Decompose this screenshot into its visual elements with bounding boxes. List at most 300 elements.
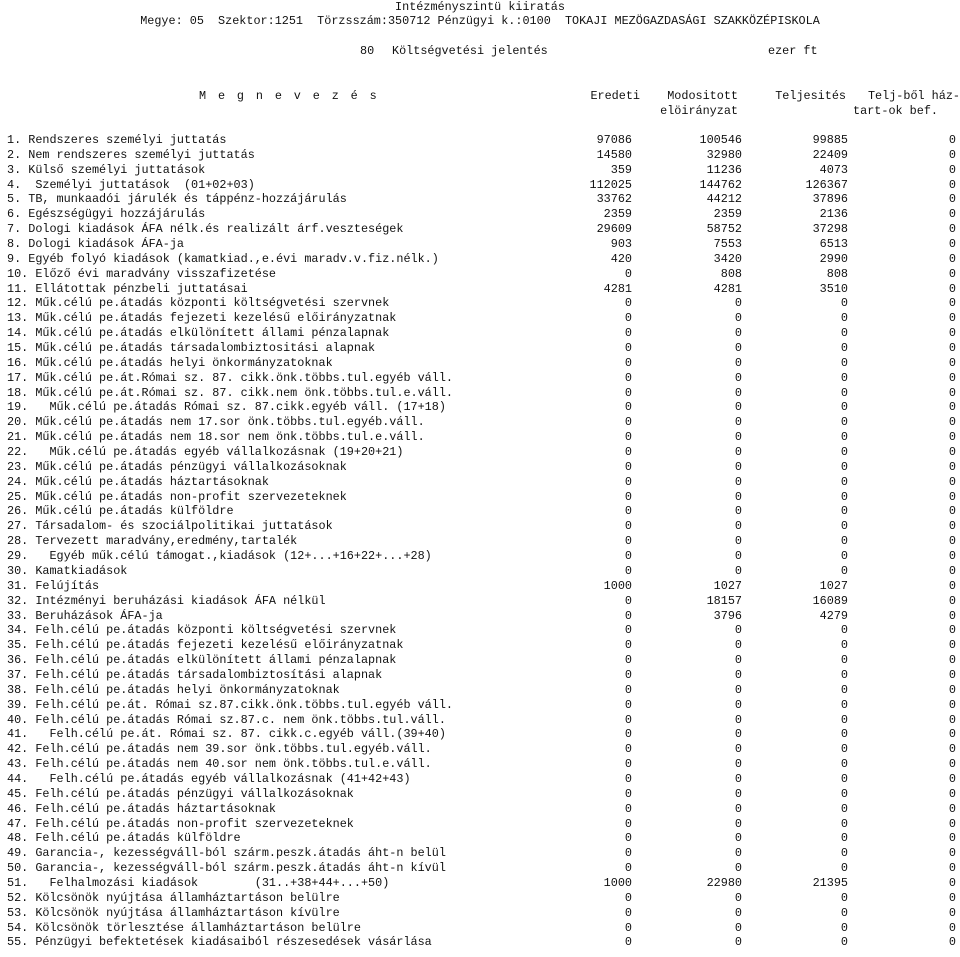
household-value: 0 — [948, 147, 956, 162]
fulfilled-value: 0 — [840, 459, 848, 474]
table-row — [0, 237, 960, 252]
column-header-household-2: tart-ok bef. — [853, 104, 938, 118]
fulfilled-value: 0 — [840, 311, 848, 326]
modified-value: 4281 — [713, 281, 742, 296]
fulfilled-value: 4073 — [819, 162, 848, 177]
table-row — [0, 356, 960, 371]
household-value: 0 — [948, 757, 956, 772]
fulfilled-value: 0 — [840, 415, 848, 430]
original-value: 29609 — [596, 222, 632, 237]
modified-value: 0 — [734, 415, 742, 430]
table-row — [0, 846, 960, 861]
household-value: 0 — [948, 846, 956, 861]
household-value: 0 — [948, 861, 956, 876]
table-row — [0, 683, 960, 698]
original-value: 0 — [624, 935, 632, 950]
household-value: 0 — [948, 519, 956, 534]
modified-value: 0 — [734, 712, 742, 727]
row-label: 8. Dologi kiadások ÁFA-ja — [7, 237, 184, 252]
original-value: 0 — [624, 771, 632, 786]
page-title: Intézményszintü kiiratás — [395, 0, 565, 14]
fulfilled-value: 37298 — [812, 222, 848, 237]
row-label: 51. Felhalmozási kiadások (31..+38+44+...+50) — [7, 875, 390, 890]
row-label: 54. Kölcsönök törlesztése államháztartáson belülre — [7, 920, 361, 935]
row-label: 20. Műk.célú pe.átadás nem 17.sor önk.többs.tul.egyéb.váll. — [7, 415, 425, 430]
table-row — [0, 757, 960, 772]
modified-value: 0 — [734, 370, 742, 385]
modified-value: 11236 — [706, 162, 742, 177]
fulfilled-value: 2990 — [819, 251, 848, 266]
row-label: 40. Felh.célú pe.átadás Római sz.87.c. nem önk.többs.tul.váll. — [7, 712, 446, 727]
row-label: 45. Felh.célú pe.átadás pénzügyi vállalkozásoknak — [7, 786, 354, 801]
fulfilled-value: 0 — [840, 563, 848, 578]
household-value: 0 — [948, 742, 956, 757]
household-value: 0 — [948, 786, 956, 801]
original-value: 0 — [624, 504, 632, 519]
row-label: 48. Felh.célú pe.átadás külföldre — [7, 831, 241, 846]
household-value: 0 — [948, 177, 956, 192]
fulfilled-value: 0 — [840, 370, 848, 385]
household-value: 0 — [948, 935, 956, 950]
household-value: 0 — [948, 890, 956, 905]
original-value: 33762 — [596, 192, 632, 207]
row-label: 50. Garancia-, kezességváll-ból szárm.peszk.átadás áht-n kívül — [7, 861, 446, 876]
fulfilled-value: 0 — [840, 697, 848, 712]
household-value: 0 — [948, 430, 956, 445]
modified-value: 3796 — [713, 608, 742, 623]
original-value: 0 — [624, 385, 632, 400]
modified-value: 0 — [734, 534, 742, 549]
modified-value: 0 — [734, 459, 742, 474]
row-label: 5. TB, munkaadói járulék és táppénz-hozzájárulás — [7, 192, 347, 207]
column-header-name: M e g n e v e z é s — [199, 89, 380, 103]
table-row — [0, 668, 960, 683]
table-row — [0, 742, 960, 757]
household-value: 0 — [948, 489, 956, 504]
fulfilled-value: 0 — [840, 355, 848, 370]
table-row — [0, 713, 960, 728]
fulfilled-value: 0 — [840, 519, 848, 534]
modified-value: 1027 — [713, 578, 742, 593]
table-row — [0, 564, 960, 579]
column-header-household: Telj-ből ház- — [867, 89, 960, 103]
modified-value: 0 — [734, 430, 742, 445]
modified-value: 0 — [734, 846, 742, 861]
row-label: 15. Műk.célú pe.átadás társadalombiztositási alapnak — [7, 341, 376, 356]
household-value: 0 — [948, 875, 956, 890]
modified-value: 0 — [734, 445, 742, 460]
original-value: 0 — [624, 355, 632, 370]
row-label: 26. Műk.célú pe.átadás külföldre — [7, 504, 234, 519]
original-value: 0 — [624, 905, 632, 920]
fulfilled-value: 126367 — [805, 177, 848, 192]
fulfilled-value: 4279 — [819, 608, 848, 623]
table-row — [0, 252, 960, 267]
original-value: 0 — [624, 831, 632, 846]
fulfilled-value: 0 — [840, 786, 848, 801]
table-row — [0, 326, 960, 341]
household-value: 0 — [948, 623, 956, 638]
original-value: 0 — [624, 415, 632, 430]
modified-value: 0 — [734, 920, 742, 935]
modified-value: 7553 — [713, 237, 742, 252]
fulfilled-value: 16089 — [812, 593, 848, 608]
row-label: 29. Egyéb műk.célú támogat.,kiadások (12+...+16+22+...+28) — [7, 549, 432, 564]
original-value: 14580 — [596, 147, 632, 162]
row-label: 38. Felh.célú pe.átadás helyi önkormányzatoknak — [7, 682, 340, 697]
table-row — [0, 534, 960, 549]
original-value: 0 — [624, 489, 632, 504]
household-value: 0 — [948, 311, 956, 326]
modified-value: 32980 — [706, 147, 742, 162]
original-value: 0 — [624, 861, 632, 876]
modified-value: 0 — [734, 311, 742, 326]
report-number: 80 — [360, 44, 375, 58]
row-label: 42. Felh.célú pe.átadás nem 39.sor önk.többs.tul.egyéb.váll. — [7, 742, 432, 757]
original-value: 0 — [624, 296, 632, 311]
table-row — [0, 802, 960, 817]
modified-value: 0 — [734, 771, 742, 786]
household-value: 0 — [948, 370, 956, 385]
fulfilled-value: 0 — [840, 905, 848, 920]
table-row — [0, 341, 960, 356]
household-value: 0 — [948, 771, 956, 786]
modified-value: 0 — [734, 727, 742, 742]
household-value: 0 — [948, 251, 956, 266]
modified-value: 144762 — [699, 177, 742, 192]
row-label: 35. Felh.célú pe.átadás fejezeti kezelésű előirányzatnak — [7, 638, 404, 653]
fulfilled-value: 0 — [840, 757, 848, 772]
household-value: 0 — [948, 400, 956, 415]
fulfilled-value: 99885 — [812, 133, 848, 147]
modified-value: 0 — [734, 355, 742, 370]
modified-value: 0 — [734, 757, 742, 772]
original-value: 0 — [624, 563, 632, 578]
table-row — [0, 192, 960, 207]
table-row — [0, 267, 960, 282]
original-value: 0 — [624, 712, 632, 727]
household-value: 0 — [948, 385, 956, 400]
original-value: 0 — [624, 459, 632, 474]
household-value: 0 — [948, 682, 956, 697]
household-value: 0 — [948, 905, 956, 920]
table-row — [0, 876, 960, 891]
modified-value: 0 — [734, 400, 742, 415]
fulfilled-value: 6513 — [819, 237, 848, 252]
original-value: 0 — [624, 786, 632, 801]
table-row — [0, 400, 960, 415]
table-row — [0, 727, 960, 742]
institution-header: Megye: 05 Szektor:1251 Törzsszám:350712 Pénzügyi k.:0100 TOKAJI MEZÖGAZDASÁGI SZAKKÖZÉPISKOLA — [140, 14, 820, 28]
household-value: 0 — [948, 133, 956, 147]
original-value: 0 — [624, 846, 632, 861]
row-label: 52. Kölcsönök nyújtása államháztartáson belülre — [7, 890, 340, 905]
original-value: 0 — [624, 445, 632, 460]
modified-value: 0 — [734, 801, 742, 816]
original-value: 0 — [624, 341, 632, 356]
table-row — [0, 296, 960, 311]
row-label: 37. Felh.célú pe.átadás társadalombiztosítási alapnak — [7, 667, 383, 682]
fulfilled-value: 0 — [840, 831, 848, 846]
original-value: 1000 — [603, 875, 632, 890]
row-label: 43. Felh.célú pe.átadás nem 40.sor nem önk.többs.tul.e.váll. — [7, 757, 432, 772]
fulfilled-value: 2136 — [819, 207, 848, 222]
column-header-fulfilled: Teljesités — [775, 89, 846, 103]
table-row — [0, 653, 960, 668]
fulfilled-value: 0 — [840, 400, 848, 415]
household-value: 0 — [948, 237, 956, 252]
household-value: 0 — [948, 445, 956, 460]
row-label: 47. Felh.célú pe.átadás non-profit szervezeteknek — [7, 816, 354, 831]
fulfilled-value: 1027 — [819, 578, 848, 593]
original-value: 359 — [610, 162, 632, 177]
modified-value: 0 — [734, 326, 742, 341]
report-name: Költségvetési jelentés — [392, 44, 548, 58]
modified-value: 0 — [734, 905, 742, 920]
row-label: 32. Intézményi beruházási kiadások ÁFA nélkül — [7, 593, 326, 608]
original-value: 0 — [624, 534, 632, 549]
fulfilled-value: 808 — [826, 266, 848, 281]
modified-value: 0 — [734, 816, 742, 831]
household-value: 0 — [948, 415, 956, 430]
fulfilled-value: 0 — [840, 801, 848, 816]
modified-value: 0 — [734, 549, 742, 564]
fulfilled-value: 0 — [840, 385, 848, 400]
original-value: 4281 — [603, 281, 632, 296]
fulfilled-value: 0 — [840, 712, 848, 727]
modified-value: 0 — [734, 623, 742, 638]
column-header-modified-2: elöirányzat — [660, 104, 738, 118]
modified-value: 0 — [734, 697, 742, 712]
modified-value: 0 — [734, 504, 742, 519]
fulfilled-value: 22409 — [812, 147, 848, 162]
table-row — [0, 906, 960, 921]
fulfilled-value: 0 — [840, 771, 848, 786]
table-row — [0, 207, 960, 222]
household-value: 0 — [948, 563, 956, 578]
table-row — [0, 445, 960, 460]
original-value: 1000 — [603, 578, 632, 593]
table-row — [0, 519, 960, 534]
fulfilled-value: 37896 — [812, 192, 848, 207]
modified-value: 22980 — [706, 875, 742, 890]
row-label: 16. Műk.célú pe.átadás helyi önkormányzatoknak — [7, 355, 333, 370]
original-value: 0 — [624, 519, 632, 534]
original-value: 0 — [624, 608, 632, 623]
row-label: 12. Műk.célú pe.átadás központi költségvetési szervnek — [7, 296, 390, 311]
modified-value: 0 — [734, 667, 742, 682]
household-value: 0 — [948, 920, 956, 935]
table-row — [0, 133, 960, 148]
modified-value: 3420 — [713, 251, 742, 266]
table-row — [0, 460, 960, 475]
fulfilled-value: 0 — [840, 489, 848, 504]
row-label: 46. Felh.célú pe.átadás háztartásoknak — [7, 801, 277, 816]
row-label: 27. Társadalom- és szociálpolitikai juttatások — [7, 519, 333, 534]
household-value: 0 — [948, 712, 956, 727]
row-label: 19. Műk.célú pe.átadás Római sz. 87.cikk.egyéb váll. (17+18) — [7, 400, 446, 415]
household-value: 0 — [948, 608, 956, 623]
row-label: 14. Műk.célú pe.átadás elkülönített állami pénzalapnak — [7, 326, 390, 341]
table-row — [0, 921, 960, 936]
household-value: 0 — [948, 816, 956, 831]
row-label: 24. Műk.célú pe.átadás háztartásoknak — [7, 474, 269, 489]
row-label: 49. Garancia-, kezességváll-ból szárm.peszk.átadás áht-n belül — [7, 846, 446, 861]
original-value: 0 — [624, 474, 632, 489]
modified-value: 0 — [734, 341, 742, 356]
household-value: 0 — [948, 534, 956, 549]
row-label: 31. Felújítás — [7, 578, 100, 593]
original-value: 903 — [610, 237, 632, 252]
table-row — [0, 935, 960, 950]
original-value: 0 — [624, 623, 632, 638]
original-value: 0 — [624, 400, 632, 415]
original-value: 0 — [624, 697, 632, 712]
fulfilled-value: 0 — [840, 890, 848, 905]
row-label: 21. Műk.célú pe.átadás nem 18.sor nem önk.többs.tul.e.váll. — [7, 430, 425, 445]
household-value: 0 — [948, 281, 956, 296]
fulfilled-value: 0 — [840, 742, 848, 757]
modified-value: 0 — [734, 519, 742, 534]
row-label: 3. Külső személyi juttatások — [7, 162, 206, 177]
row-label: 28. Tervezett maradvány,eredmény,tartalék — [7, 534, 298, 549]
row-label: 44. Felh.célú pe.átadás egyéb vállalkozásnak (41+42+43) — [7, 771, 411, 786]
original-value: 0 — [624, 430, 632, 445]
modified-value: 0 — [734, 489, 742, 504]
original-value: 0 — [624, 653, 632, 668]
modified-value: 0 — [734, 385, 742, 400]
table-row — [0, 148, 960, 163]
original-value: 112025 — [589, 177, 632, 192]
row-label: 7. Dologi kiadások ÁFA nélk.és realizált árf.veszteségek — [7, 222, 404, 237]
row-label: 2. Nem rendszeres személyi juttatás — [7, 147, 255, 162]
original-value: 0 — [624, 266, 632, 281]
modified-value: 808 — [720, 266, 742, 281]
row-label: 36. Felh.célú pe.átadás elkülönített állami pénzalapnak — [7, 653, 397, 668]
modified-value: 0 — [734, 935, 742, 950]
original-value: 0 — [624, 682, 632, 697]
original-value: 97086 — [596, 133, 632, 147]
original-value: 0 — [624, 593, 632, 608]
fulfilled-value: 21395 — [812, 875, 848, 890]
fulfilled-value: 0 — [840, 653, 848, 668]
column-header-original: Eredeti — [590, 89, 640, 103]
row-label: 6. Egészségügyi hozzájárulás — [7, 207, 206, 222]
household-value: 0 — [948, 296, 956, 311]
modified-value: 0 — [734, 786, 742, 801]
household-value: 0 — [948, 831, 956, 846]
original-value: 0 — [624, 742, 632, 757]
original-value: 420 — [610, 251, 632, 266]
household-value: 0 — [948, 578, 956, 593]
modified-value: 0 — [734, 682, 742, 697]
table-row — [0, 817, 960, 832]
household-value: 0 — [948, 504, 956, 519]
household-value: 0 — [948, 801, 956, 816]
table-row — [0, 504, 960, 519]
modified-value: 0 — [734, 474, 742, 489]
modified-value: 0 — [734, 831, 742, 846]
row-label: 53. Kölcsönök nyújtása államháztartáson kívülre — [7, 905, 340, 920]
row-label: 39. Felh.célú pe.át. Római sz.87.cikk.önk.többs.tul.egyéb váll. — [7, 697, 453, 712]
modified-value: 0 — [734, 296, 742, 311]
original-value: 0 — [624, 638, 632, 653]
household-value: 0 — [948, 459, 956, 474]
original-value: 0 — [624, 727, 632, 742]
household-value: 0 — [948, 326, 956, 341]
household-value: 0 — [948, 162, 956, 177]
row-label: 18. Műk.célú pe.át.Római sz. 87. cikk.nem önk.többs.tul.e.váll. — [7, 385, 453, 400]
fulfilled-value: 0 — [840, 474, 848, 489]
original-value: 0 — [624, 549, 632, 564]
row-label: 10. Előző évi maradvány visszafizetése — [7, 266, 277, 281]
original-value: 0 — [624, 757, 632, 772]
modified-value: 100546 — [699, 133, 742, 147]
modified-value: 0 — [734, 638, 742, 653]
modified-value: 58752 — [706, 222, 742, 237]
column-header-modified: Modositott — [667, 89, 738, 103]
row-label: 11. Ellátottak pénzbeli juttatásai — [7, 281, 248, 296]
modified-value: 0 — [734, 890, 742, 905]
household-value: 0 — [948, 638, 956, 653]
row-label: 13. Műk.célú pe.átadás fejezeti kezelésű előirányzatnak — [7, 311, 397, 326]
row-label: 30. Kamatkiadások — [7, 563, 128, 578]
fulfilled-value: 0 — [840, 935, 848, 950]
household-value: 0 — [948, 474, 956, 489]
row-label: 23. Műk.célú pe.átadás pénzügyi vállalkozásoknak — [7, 459, 347, 474]
household-value: 0 — [948, 653, 956, 668]
fulfilled-value: 0 — [840, 504, 848, 519]
table-row — [0, 475, 960, 490]
fulfilled-value: 0 — [840, 430, 848, 445]
fulfilled-value: 0 — [840, 534, 848, 549]
original-value: 0 — [624, 326, 632, 341]
fulfilled-value: 0 — [840, 667, 848, 682]
table-row — [0, 282, 960, 297]
fulfilled-value: 0 — [840, 326, 848, 341]
table-row — [0, 609, 960, 624]
household-value: 0 — [948, 207, 956, 222]
fulfilled-value: 0 — [840, 682, 848, 697]
table-row — [0, 386, 960, 401]
original-value: 2359 — [603, 207, 632, 222]
original-value: 0 — [624, 370, 632, 385]
household-value: 0 — [948, 667, 956, 682]
household-value: 0 — [948, 355, 956, 370]
fulfilled-value: 0 — [840, 816, 848, 831]
household-value: 0 — [948, 549, 956, 564]
fulfilled-value: 0 — [840, 549, 848, 564]
row-label: 33. Beruházások ÁFA-ja — [7, 608, 163, 623]
fulfilled-value: 0 — [840, 341, 848, 356]
row-label: 55. Pénzügyi befektetések kiadásaiból részesedések vásárlása — [7, 935, 432, 950]
table-row — [0, 861, 960, 876]
household-value: 0 — [948, 593, 956, 608]
fulfilled-value: 0 — [840, 727, 848, 742]
table-row — [0, 891, 960, 906]
modified-value: 2359 — [713, 207, 742, 222]
row-label: 17. Műk.célú pe.át.Római sz. 87. cikk.önk.többs.tul.egyéb váll. — [7, 370, 453, 385]
table-row — [0, 430, 960, 445]
row-label: 4. Személyi juttatások (01+02+03) — [7, 177, 255, 192]
row-label: 34. Felh.célú pe.átadás központi költségvetési szervnek — [7, 623, 397, 638]
household-value: 0 — [948, 266, 956, 281]
fulfilled-value: 3510 — [819, 281, 848, 296]
fulfilled-value: 0 — [840, 445, 848, 460]
fulfilled-value: 0 — [840, 623, 848, 638]
fulfilled-value: 0 — [840, 846, 848, 861]
table-row — [0, 623, 960, 638]
